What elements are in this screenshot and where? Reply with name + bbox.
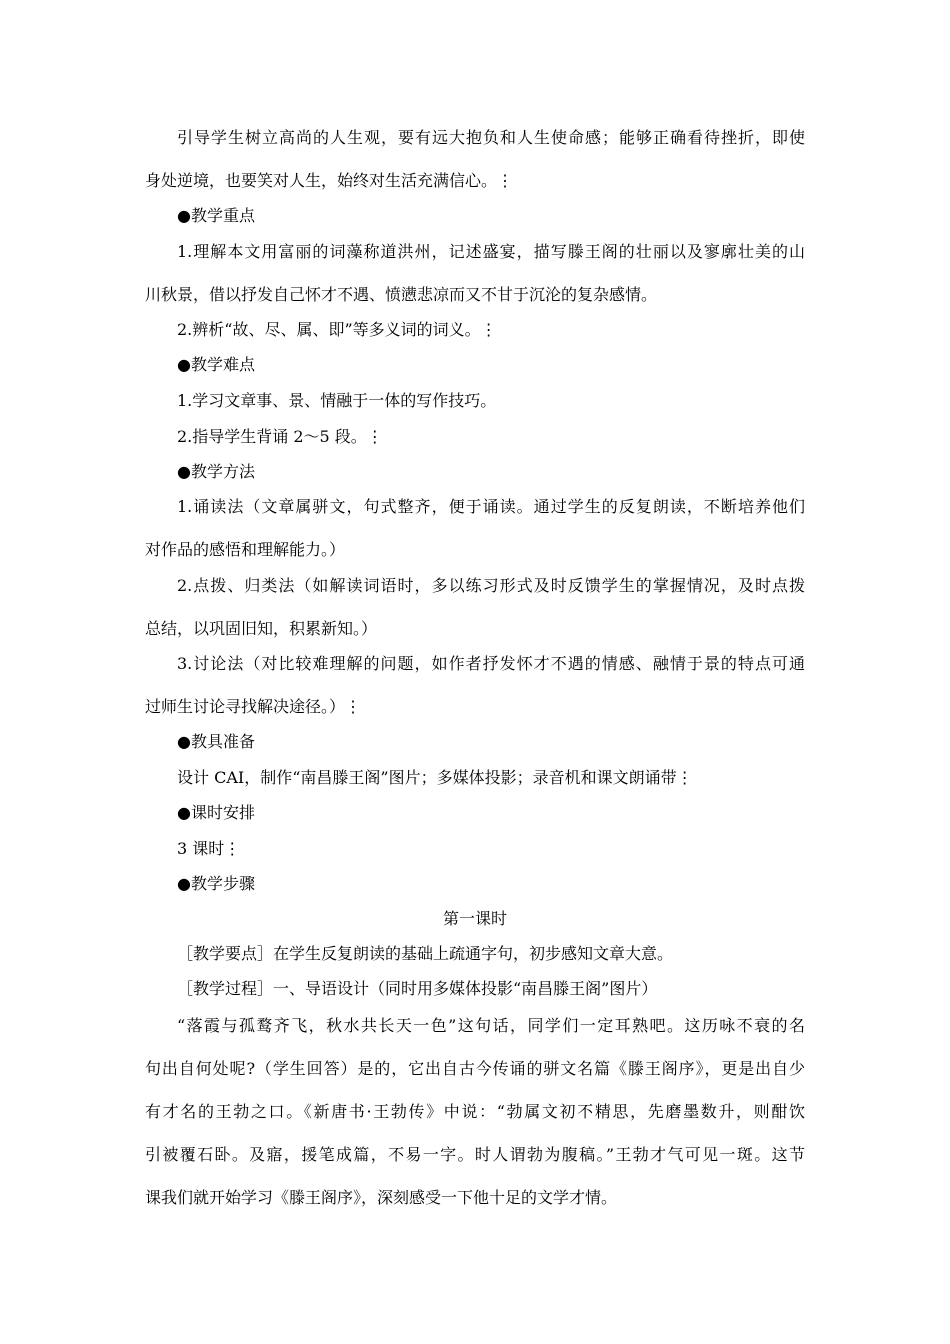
paragraph-line: 总结，以巩固旧知，积累新知。） (145, 619, 378, 638)
paragraph-line: ［教学过程］一、导语设计（同时用多媒体投影“南昌滕王阁”图片） (177, 979, 658, 998)
paragraph-line: 对作品的感悟和理解能力。） (145, 540, 346, 559)
paragraph-line: 设计 CAI，制作“南昌滕王阁”图片；多媒体投影；录音机和课文朗诵带⋮ (177, 768, 693, 787)
paragraph-line: 1.学习文章事、景、情融于一体的写作技巧。 (177, 391, 497, 410)
paragraph-line: ［教学要点］在学生反复朗读的基础上疏通字句，初步感知文章大意。 (177, 944, 674, 963)
paragraph-line: 2.辨析“故、尽、属、即”等多义词的词义。⋮ (177, 320, 497, 339)
section-heading: ●教学步骤 (177, 874, 255, 893)
section-heading: ●课时安排 (177, 803, 255, 822)
section-heading: ●教学重点 (177, 206, 255, 225)
paragraph-line: “落霞与孤鹜齐飞，秋水共长天一色”这句话，同学们一定耳熟吧。这历咏不衰的名 (177, 1016, 805, 1035)
paragraph-line: 2.指导学生背诵 2～5 段。⋮ (177, 427, 383, 446)
paragraph-line: 句出自何处呢?（学生回答）是的，它出自古今传诵的骈文名篇《滕王阁序》，更是出自少 (145, 1059, 805, 1078)
section-heading: ●教具准备 (177, 732, 255, 751)
paragraph-line: 川秋景，借以抒发自己怀才不遇、愤懑悲凉而又不甘于沉沦的复杂感情。 (145, 285, 658, 304)
paragraph-line: 过师生讨论寻找解决途径。）⋮ (145, 697, 362, 716)
section-heading: ●教学方法 (177, 462, 255, 481)
paragraph-line: 3 课时⋮ (177, 839, 241, 858)
paragraph-line: 引被覆石卧。及寤，援笔成篇，不易一字。时人谓勃为腹稿。”王勃才气可见一斑。这节 (145, 1145, 805, 1164)
paragraph-line: 1.理解本文用富丽的词藻称道洪州，记述盛宴，描写滕王阁的壮丽以及寥廓壮美的山 (177, 242, 805, 261)
lesson-title: 第一课时 (442, 909, 507, 928)
paragraph-line: 有才名的王勃之口。《新唐书·王勃传》中说：“勃属文初不精思，先磨墨数升，则酣饮 (145, 1102, 805, 1121)
section-heading: ●教学难点 (177, 355, 255, 374)
paragraph-line: 引导学生树立高尚的人生观，要有远大抱负和人生使命感；能够正确看待挫折，即使 (177, 128, 805, 147)
paragraph-line: 3.讨论法（对比较难理解的问题，如作者抒发怀才不遇的情感、融情于景的特点可通 (177, 654, 805, 673)
paragraph-line: 身处逆境，也要笑对人生，始终对生活充满信心。⋮ (145, 171, 514, 190)
paragraph-line: 2.点拨、归类法（如解读词语时，多以练习形式及时反馈学生的掌握情况，及时点拨 (177, 576, 805, 595)
paragraph-line: 1.诵读法（文章属骈文，句式整齐，便于诵读。通过学生的反复朗读，不断培养他们 (177, 497, 805, 516)
paragraph-line: 课我们就开始学习《滕王阁序》，深刻感受一下他十足的文学才情。 (145, 1188, 618, 1207)
